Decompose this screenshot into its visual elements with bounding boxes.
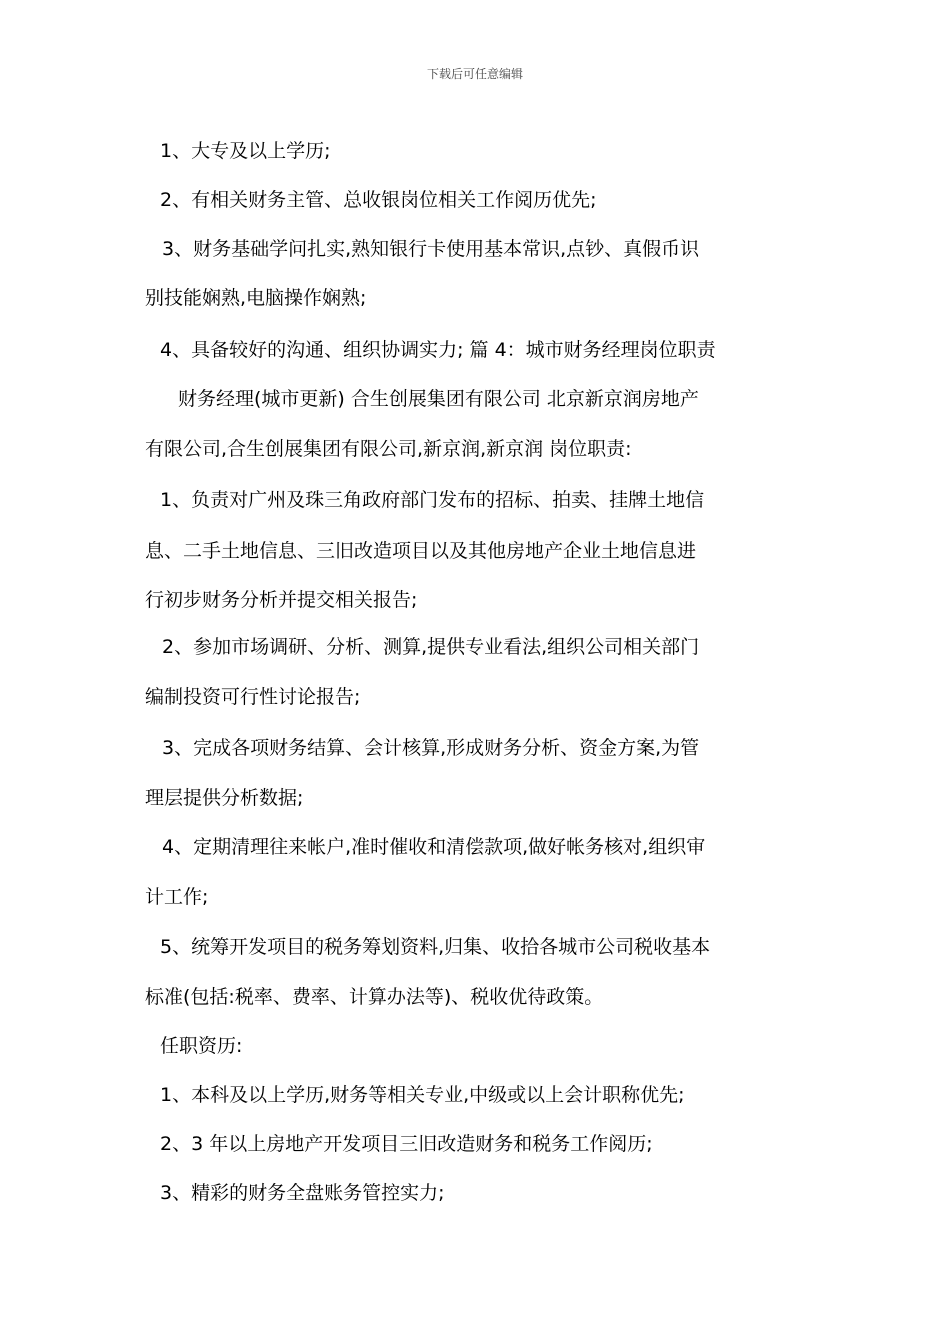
text-line: 标准(包括:税率、费率、计算办法等)、税收优待政策。 [145, 986, 604, 1008]
text-line: 计工作; [145, 886, 209, 908]
text-line: 1、本科及以上学历,财务等相关专业,中级或以上会计职称优先; [160, 1084, 685, 1106]
text-line: 财务经理(城市更新) 合生创展集团有限公司 北京新京润房地产 [178, 388, 699, 410]
text-line: 2、参加市场调研、分析、测算,提供专业看法,组织公司相关部门 [162, 636, 700, 658]
text-line: 别技能娴熟,电脑操作娴熟; [145, 287, 367, 309]
text-line: 任职资历: [160, 1035, 243, 1057]
text-line: 4、具备较好的沟通、组织协调实力; 篇 4：城市财务经理岗位职责 [160, 339, 716, 361]
text-line: 2、有相关财务主管、总收银岗位相关工作阅历优先; [160, 189, 597, 211]
text-line: 1、大专及以上学历; [160, 140, 331, 162]
text-line: 3、精彩的财务全盘账务管控实力; [160, 1182, 445, 1204]
page-header: 下载后可任意编辑 [426, 67, 523, 81]
text-line: 行初步财务分析并提交相关报告; [145, 589, 418, 611]
text-line: 3、财务基础学问扎实,熟知银行卡使用基本常识,点钞、真假币识 [162, 238, 700, 260]
text-line: 1、负责对广州及珠三角政府部门发布的招标、拍卖、挂牌土地信 [160, 489, 705, 511]
text-line: 4、定期清理往来帐户,准时催收和清偿款项,做好帐务核对,组织审 [162, 836, 706, 858]
text-line: 理层提供分析数据; [145, 787, 304, 809]
text-line: 编制投资可行性讨论报告; [145, 686, 361, 708]
text-line: 3、完成各项财务结算、会计核算,形成财务分析、资金方案,为管 [162, 737, 700, 759]
text-line: 有限公司,合生创展集团有限公司,新京润,新京润 岗位职责: [145, 438, 632, 460]
text-line: 息、二手土地信息、三旧改造项目以及其他房地产企业土地信息进 [145, 540, 697, 562]
text-line: 2、3 年以上房地产开发项目三旧改造财务和税务工作阅历; [160, 1133, 653, 1155]
text-line: 5、统筹开发项目的税务筹划资料,归集、收拾各城市公司税收基本 [160, 936, 711, 958]
